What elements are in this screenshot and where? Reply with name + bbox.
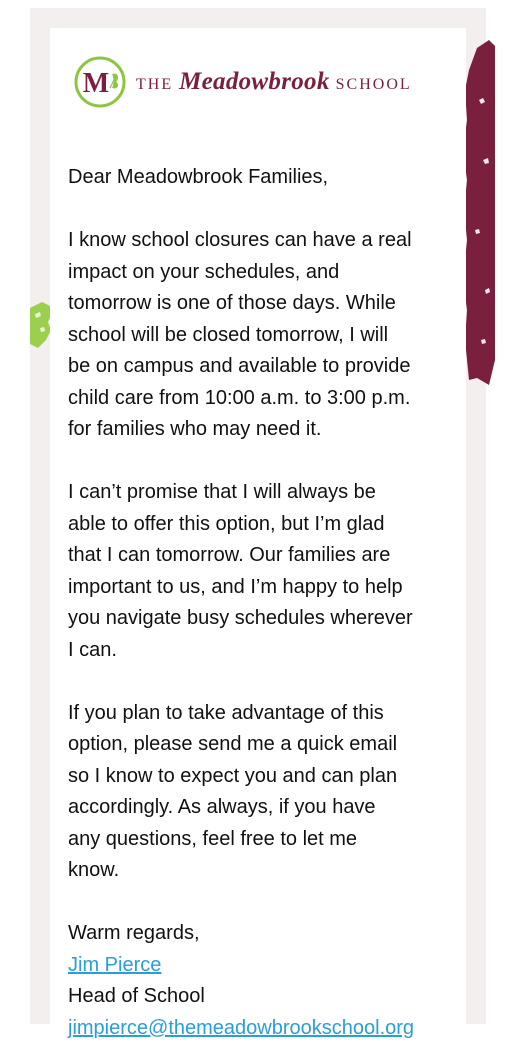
school-seal-icon [72,54,128,110]
paragraph-line: that I can tomorrow. Our families are [68,544,391,566]
paragraph-line: for families who may need it. [68,418,322,440]
paragraph-line: be on campus and available to provide [68,355,411,377]
email-paragraph-3 [68,698,452,887]
paragraph-line: I can’t promise that I will always be [68,481,376,503]
paragraph-line: If you plan to take advantage of this [68,701,384,724]
email-greeting: Dear Meadowbrook Families, [68,166,329,188]
logo-school: SCHOOL [335,76,412,93]
signer-title: Head of School [68,985,205,1007]
paragraph-line: know. [68,859,120,881]
paragraph-line: accordingly. As always, if you have [68,796,376,818]
paragraph-line: school will be closed tomorrow, I will [68,323,389,346]
paragraph-line: important to us, and I’m happy to help [68,575,403,598]
email-paragraph-2 [68,477,452,666]
signer-name-link[interactable]: Jim Pierce [68,953,162,976]
logo-name: Meadowbrook [179,68,330,95]
paragraph-line: I know school closures can have a real [68,229,412,251]
logo-the: THE [136,76,174,93]
paragraph-line: I can. [68,638,117,661]
green-brush-decoration [30,300,52,350]
school-logo [72,54,452,110]
signer-email-link-partial[interactable] [68,1013,428,1039]
paragraph-line: tomorrow is one of those days. While [68,292,396,314]
paragraph-line: any questions, feel free to let me [68,827,358,850]
email-body [68,162,452,1013]
paragraph-line: child care from 10:00 a.m. to 3:00 p.m. [68,386,411,409]
signoff-text: Warm regards, [68,922,200,944]
paragraph-line: you navigate busy schedules wherever [68,607,413,629]
email-signature [68,918,452,1013]
paragraph-line: impact on your schedules, and [68,260,340,283]
paragraph-line: able to offer this option, but I’m glad [68,512,385,535]
logo-initial: M [82,68,110,99]
paragraph-line: so I know to expect you and can plan [68,764,398,787]
paragraph-line: option, please send me a quick email [68,733,398,755]
signer-email-text[interactable]: jimpierce@themeadowbrookschool.org [68,1017,415,1039]
school-wordmark [136,68,412,96]
email-paragraph-1 [68,225,452,446]
